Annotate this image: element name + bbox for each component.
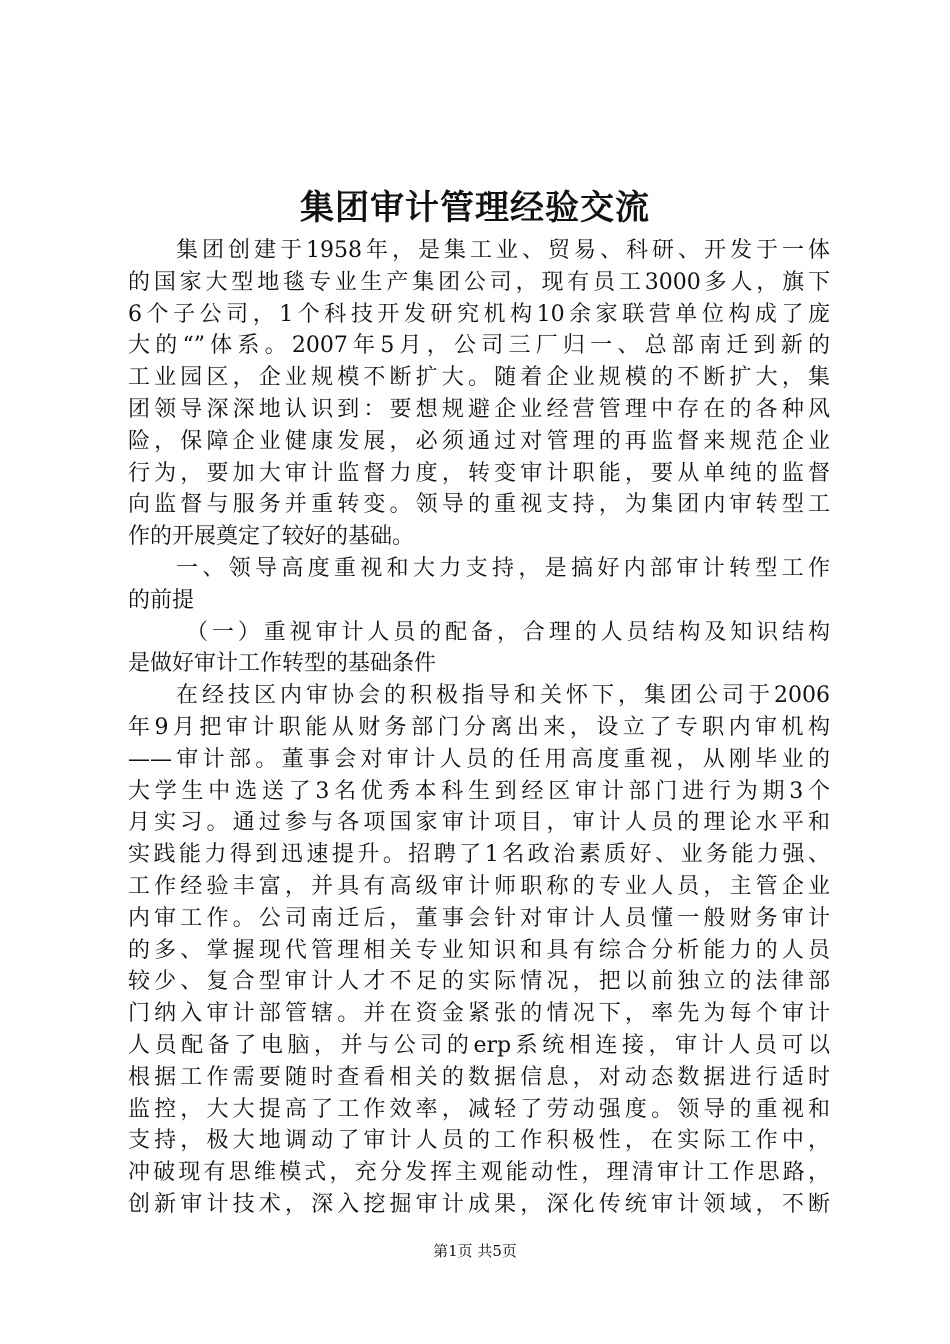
text-line: （一）重视审计人员的配备，合理的人员结构及知识结构 (186, 619, 830, 645)
text-line: 人员配备了电脑，并与公司的erp系统相连接，审计人员可以 (128, 1032, 830, 1058)
document-title: 集团审计管理经验交流 (300, 188, 650, 228)
text-line: 行为，要加大审计监督力度，转变审计职能，要从单纯的监督 (128, 460, 830, 486)
text-line: 一、领导高度重视和大力支持，是搞好内部审计转型工作 (176, 555, 830, 581)
text-line: 作的开展奠定了较好的基础。 (128, 524, 415, 550)
text-line: 冲破现有思维模式，充分发挥主观能动性，理清审计工作思路， (128, 1160, 830, 1186)
text-line: 险，保障企业健康发展，必须通过对管理的再监督来规范企业 (128, 428, 830, 454)
text-line: 支持，极大地调动了审计人员的工作积极性，在实际工作中， (128, 1128, 830, 1154)
text-line: 大的“”体系。2007年5月，公司三厂归一、总部南迁到新的 (128, 333, 830, 359)
text-line: 内审工作。公司南迁后，董事会针对审计人员懂一般财务审计 (128, 905, 830, 931)
text-line: 的前提 (128, 587, 195, 613)
text-line: 在经技区内审协会的积极指导和关怀下，集团公司于2006 (176, 683, 830, 709)
text-line: 6个子公司，1个科技开发研究机构10余家联营单位构成了庞 (128, 301, 830, 327)
text-line: 团领导深深地认识到：要想规避企业经营管理中存在的各种风 (128, 396, 830, 422)
text-line: 集团创建于1958年，是集工业、贸易、科研、开发于一体 (176, 238, 830, 263)
text-line: 监控，大大提高了工作效率，减轻了劳动强度。领导的重视和 (128, 1096, 830, 1122)
text-line: 工作经验丰富，并具有高级审计师职称的专业人员，主管企业 (128, 873, 830, 899)
text-line: 门纳入审计部管辖。并在资金紧张的情况下，率先为每个审计 (128, 1001, 830, 1027)
text-line: 工业园区，企业规模不断扩大。随着企业规模的不断扩大，集 (128, 365, 830, 391)
text-line: 向监督与服务并重转变。领导的重视支持，为集团内审转型工 (128, 492, 830, 518)
page-footer: 第1页 共5页 (433, 1242, 517, 1260)
text-line: 的国家大型地毯专业生产集团公司，现有员工3000多人，旗下 (128, 269, 830, 295)
text-line: 月实习。通过参与各项国家审计项目，审计人员的理论水平和 (128, 810, 830, 836)
text-line: 大学生中选送了3名优秀本科生到经区审计部门进行为期3个 (128, 778, 830, 804)
text-line: ——审计部。董事会对审计人员的任用高度重视，从刚毕业的 (128, 746, 830, 772)
text-line: 根据工作需要随时查看相关的数据信息，对动态数据进行适时 (128, 1064, 830, 1090)
text-line: 较少、复合型审计人才不足的实际情况，把以前独立的法律部 (128, 969, 830, 995)
text-line: 年9月把审计职能从财务部门分离出来，设立了专职内审机构 (128, 714, 830, 740)
text-line: 的多、掌握现代管理相关专业知识和具有综合分析能力的人员 (128, 937, 830, 963)
document-body (128, 235, 830, 1221)
text-line: 是做好审计工作转型的基础条件 (128, 651, 437, 677)
text-line: 创新审计技术，深入挖掘审计成果，深化传统审计领域，不断 (128, 1191, 830, 1217)
text-line: 实践能力得到迅速提升。招聘了1名政治素质好、业务能力强、 (128, 842, 830, 868)
